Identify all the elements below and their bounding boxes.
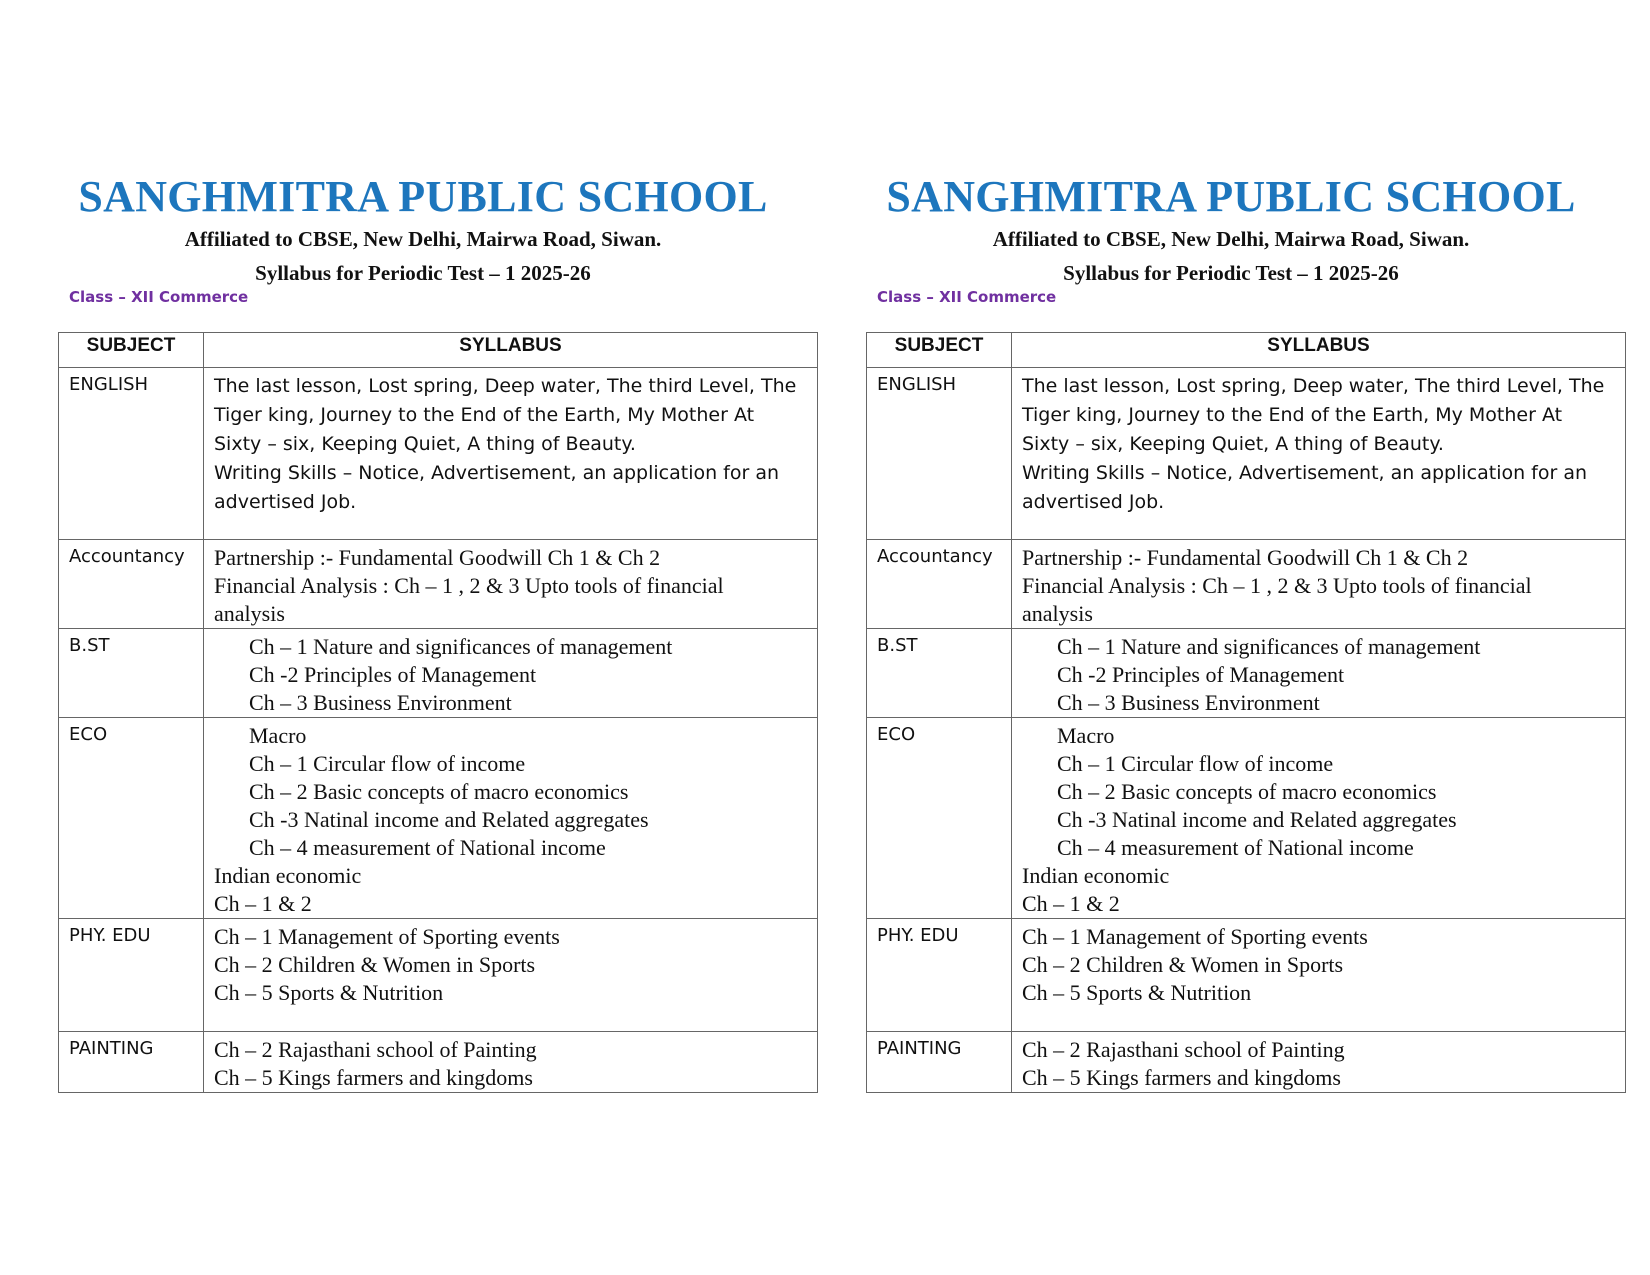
syllabus-line: Ch – 2 Basic concepts of macro economics: [249, 779, 629, 804]
subject-column-header: SUBJECT: [59, 333, 204, 368]
subject-cell: Accountancy: [867, 540, 1012, 629]
syllabus-line: Writing Skills – Notice, Advertisement, an application for an: [1022, 462, 1588, 484]
syllabus-cell: [204, 540, 818, 629]
exam-title: Syllabus for Periodic Test – 1 2025-26: [255, 261, 591, 285]
syllabus-line: Ch – 5 Kings farmers and kingdoms: [214, 1065, 533, 1090]
subject-cell: ECO: [867, 718, 1012, 919]
syllabus-sheet-right: [866, 172, 1626, 1093]
syllabus-line: Ch – 4 measurement of National income: [249, 835, 606, 860]
syllabus-line: Ch – 1 Management of Sporting events: [214, 924, 560, 949]
syllabus-line: The last lesson, Lost spring, Deep water, The third Level, The: [214, 375, 797, 397]
syllabus-line: Macro: [249, 723, 307, 748]
table-header-row: [867, 333, 1626, 368]
subject-cell: PAINTING: [59, 1032, 204, 1093]
syllabus-cell: [204, 368, 818, 540]
syllabus-line: Ch – 5 Sports & Nutrition: [1022, 980, 1252, 1005]
subject-cell: PHY. EDU: [867, 919, 1012, 1032]
syllabus-line: Ch – 3 Business Environment: [249, 690, 512, 715]
syllabus-cell: [204, 1032, 818, 1093]
syllabus-cell: [204, 718, 818, 919]
affiliation-line: Affiliated to CBSE, New Delhi, Mairwa Road, Siwan.: [992, 227, 1470, 251]
syllabus-line: Sixty – six, Keeping Quiet, A thing of Beauty.: [1022, 433, 1444, 455]
syllabus-cell: [1012, 718, 1626, 919]
table-row: [59, 718, 818, 919]
school-name: SANGHMITRA PUBLIC SCHOOL: [78, 172, 768, 221]
syllabus-line: advertised Job.: [1022, 491, 1165, 513]
syllabus-line: Ch – 3 Business Environment: [1057, 690, 1320, 715]
syllabus-line: Ch – 1 & 2: [214, 891, 312, 916]
syllabus-line: Ch – 2 Children & Women in Sports: [214, 952, 536, 977]
subject-cell: ENGLISH: [59, 368, 204, 540]
header-block: [866, 172, 1626, 290]
exam-title: Syllabus for Periodic Test – 1 2025-26: [1063, 261, 1399, 285]
subject-column-header: SUBJECT: [867, 333, 1012, 368]
subject-cell: PHY. EDU: [59, 919, 204, 1032]
subject-cell: ECO: [59, 718, 204, 919]
syllabus-line: Ch -3 Natinal income and Related aggregates: [249, 807, 649, 832]
syllabus-line: Ch – 2 Rajasthani school of Painting: [1022, 1037, 1345, 1062]
class-label: Class – XII Commerce: [69, 288, 249, 306]
syllabus-table: [58, 332, 818, 1093]
syllabus-line: Ch – 2 Rajasthani school of Painting: [214, 1037, 537, 1062]
syllabus-cell: [1012, 540, 1626, 629]
syllabus-line: Indian economic: [1022, 863, 1170, 888]
syllabus-line: Ch – 2 Basic concepts of macro economics: [1057, 779, 1437, 804]
subject-cell: ENGLISH: [867, 368, 1012, 540]
table-row: [59, 368, 818, 540]
syllabus-line: Tiger king, Journey to the End of the Earth, My Mother At: [214, 404, 755, 426]
table-header-row: [59, 333, 818, 368]
syllabus-line: Ch -2 Principles of Management: [1057, 662, 1345, 687]
syllabus-line: Ch – 4 measurement of National income: [1057, 835, 1414, 860]
syllabus-line: Ch -3 Natinal income and Related aggregates: [1057, 807, 1457, 832]
syllabus-line: Ch – 5 Kings farmers and kingdoms: [1022, 1065, 1341, 1090]
syllabus-line: analysis: [1022, 601, 1093, 626]
affiliation-line: Affiliated to CBSE, New Delhi, Mairwa Road, Siwan.: [184, 227, 662, 251]
table-row: [867, 368, 1626, 540]
subject-cell: PAINTING: [867, 1032, 1012, 1093]
syllabus-line: Ch – 1 Nature and significances of management: [249, 634, 673, 659]
syllabus-cell: [1012, 368, 1626, 540]
syllabus-line: advertised Job.: [214, 491, 357, 513]
syllabus-line: Ch – 1 Management of Sporting events: [1022, 924, 1368, 949]
syllabus-line: Ch – 2 Children & Women in Sports: [1022, 952, 1344, 977]
table-row: [59, 919, 818, 1032]
table-row: [867, 1032, 1626, 1093]
syllabus-line: Ch – 1 Nature and significances of management: [1057, 634, 1481, 659]
syllabus-line: Tiger king, Journey to the End of the Earth, My Mother At: [1022, 404, 1563, 426]
syllabus-line: Partnership :- Fundamental Goodwill Ch 1 & Ch 2: [1022, 545, 1469, 570]
subject-cell: Accountancy: [59, 540, 204, 629]
syllabus-cell: [204, 629, 818, 718]
syllabus-cell: [204, 919, 818, 1032]
table-row: [867, 540, 1626, 629]
subject-cell: B.ST: [59, 629, 204, 718]
table-row: [59, 540, 818, 629]
table-row: [59, 1032, 818, 1093]
syllabus-line: Financial Analysis : Ch – 1 , 2 & 3 Upto tools of financial: [1022, 573, 1532, 598]
syllabus-line: Partnership :- Fundamental Goodwill Ch 1 & Ch 2: [214, 545, 661, 570]
header-block: [58, 172, 818, 290]
table-row: [867, 919, 1626, 1032]
syllabus-line: Macro: [1057, 723, 1115, 748]
table-row: [867, 718, 1626, 919]
syllabus-line: Ch – 1 & 2: [1022, 891, 1120, 916]
table-row: [867, 629, 1626, 718]
syllabus-line: Writing Skills – Notice, Advertisement, an application for an: [214, 462, 780, 484]
syllabus-cell: [1012, 629, 1626, 718]
syllabus-column-header: SYLLABUS: [1012, 333, 1626, 368]
syllabus-line: Financial Analysis : Ch – 1 , 2 & 3 Upto tools of financial: [214, 573, 724, 598]
syllabus-line: analysis: [214, 601, 285, 626]
syllabus-line: Indian economic: [214, 863, 362, 888]
syllabus-line: Ch – 1 Circular flow of income: [249, 751, 526, 776]
syllabus-cell: [1012, 919, 1626, 1032]
table-row: [59, 629, 818, 718]
school-name: SANGHMITRA PUBLIC SCHOOL: [886, 172, 1576, 221]
syllabus-column-header: SYLLABUS: [204, 333, 818, 368]
syllabus-cell: [1012, 1032, 1626, 1093]
syllabus-table: [866, 332, 1626, 1093]
syllabus-line: Sixty – six, Keeping Quiet, A thing of Beauty.: [214, 433, 636, 455]
syllabus-line: Ch – 5 Sports & Nutrition: [214, 980, 444, 1005]
subject-cell: B.ST: [867, 629, 1012, 718]
syllabus-line: The last lesson, Lost spring, Deep water, The third Level, The: [1022, 375, 1605, 397]
syllabus-line: Ch – 1 Circular flow of income: [1057, 751, 1334, 776]
class-label: Class – XII Commerce: [877, 288, 1057, 306]
syllabus-line: Ch -2 Principles of Management: [249, 662, 537, 687]
syllabus-sheet-left: [58, 172, 818, 1093]
